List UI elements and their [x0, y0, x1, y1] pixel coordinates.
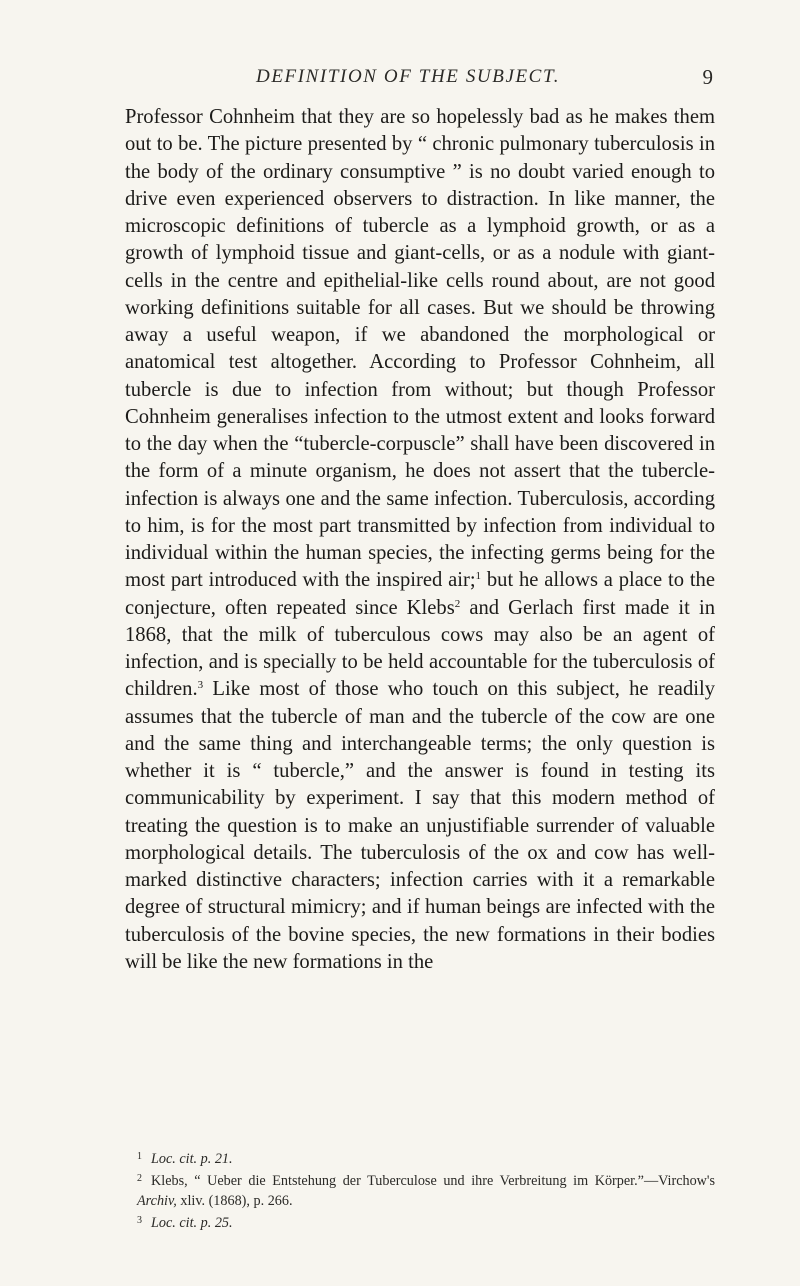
footnote — [125, 1169, 715, 1211]
text-segment: and Gerlach first made it in 1868, that the milk of tuberculous cows may also be an agent of infection, and is specially to be held accountable for the tuberculosis of children. — [125, 596, 715, 701]
footnote-text: Loc. cit. p. 25. — [151, 1215, 233, 1231]
text-segment: but he allows a place to the conjecture, often repeated since Klebs — [125, 569, 715, 619]
running-title: DEFINITION OF THE SUBJECT. — [256, 66, 561, 87]
footnote-text: xliv. (1868), p. 266. — [176, 1193, 293, 1209]
footnote-marker: 2 — [137, 1173, 142, 1184]
footnote-marker: 1 — [137, 1151, 142, 1162]
footnote-ref: 1 — [475, 570, 482, 583]
footnote — [125, 1147, 715, 1169]
text-segment: Like most of those who touch on this subject, he readily assumes that the tubercle of man and the tubercle of the cow are one and the same thing and interchangeable terms; the only question is whether it is “ tubercle,” and the answer is found in testing its communicability by experiment. I say that this modern method of treating the question is to make an unjustifiable surrender of valuable morphological details. The tuberculosis of the ox and cow has well-marked distinctive characters; infection carries with it a remarkable degree of structural mimicry; and if human beings are infected with the tuberculosis of the bovine species, the new formations in their bodies will be like the new formations in the — [125, 678, 715, 973]
footnote-journal: Archiv, — [137, 1193, 177, 1209]
page-number: 9 — [702, 65, 713, 89]
footnote-text: Loc. cit. p. 21. — [151, 1151, 233, 1167]
footnote — [125, 1211, 715, 1233]
body-text — [125, 104, 715, 976]
paragraph — [125, 104, 715, 976]
footnote-text: Klebs, “ Ueber die Entstehung der Tuberculose und ihre Verbreitung im Körper.”—Virchow's — [151, 1173, 715, 1189]
text-segment: Professor Cohnheim that they are so hopelessly bad as he makes them out to be. The picture presented by “ chronic pulmonary tuberculosis in the body of the ordinary consumptive ” is no doubt varied enough to drive even experienced observers to distraction. In like manner, the microscopic definitions of tubercle as a lymphoid growth, or as a growth of lymphoid tissue and giant-cells, or as a nodule with giant-cells in the centre and epithelial-like cells round about, are not good working definitions suitable for all cases. But we should be throwing away a useful weapon, if we abandoned the morphological or anatomical test altogether. According to Professor Cohnheim, all tubercle is due to infection from without; but though Professor Cohnheim generalises infection to the utmost extent and looks forward to the day when the “tubercle-corpuscle” shall have been discovered in the form of a minute organism, he does not assert that the tubercle-infection is always one and the same infection. Tuberculosis, according to him, is for the most part transmitted by infection from individual to individual within the human species, the infecting germs being for the most part introduced with the inspired air; — [125, 106, 715, 592]
footnote-ref: 2 — [454, 597, 461, 610]
running-head — [125, 66, 715, 96]
footnotes — [125, 1147, 715, 1233]
footnote-ref: 3 — [197, 679, 204, 692]
footnote-marker: 3 — [137, 1215, 142, 1226]
